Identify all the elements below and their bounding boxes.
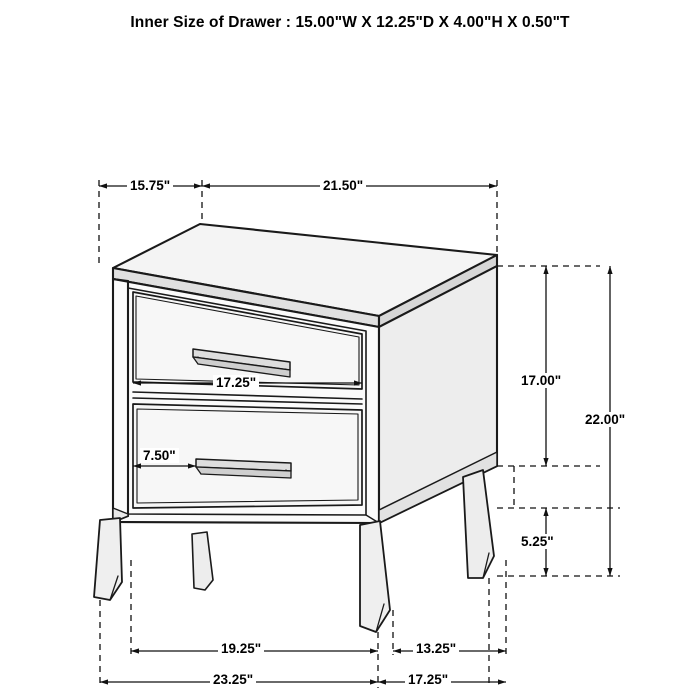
dimension-label-right-outer: 22.00" xyxy=(582,412,628,427)
dimension-label-bottom-side-outer: 17.25" xyxy=(405,672,451,687)
dimension-label-bottom-front-outer: 23.25" xyxy=(210,672,256,687)
dimension-label-top-right: 21.50" xyxy=(320,178,366,193)
dimension-label-drawer-bottom: 7.50" xyxy=(140,448,179,463)
dimension-label-bottom-front-inner: 19.25" xyxy=(218,641,264,656)
page-title: Inner Size of Drawer : 15.00"W X 12.25"D X 4.00"H X 0.50"T xyxy=(130,14,570,31)
leg-rear-left xyxy=(192,532,213,590)
leg-front-right xyxy=(360,521,390,632)
dimension-label-leg-height: 5.25" xyxy=(518,534,557,549)
dimension-label-right-inner: 17.00" xyxy=(518,373,564,388)
dimension-label-bottom-side-inner: 13.25" xyxy=(413,641,459,656)
dimension-label-top-left: 15.75" xyxy=(127,178,173,193)
dimension-label-drawer-top: 17.25" xyxy=(213,375,259,390)
nightstand-body xyxy=(94,224,497,632)
leg-front-left xyxy=(94,518,122,600)
leg-rear-right xyxy=(463,470,494,578)
